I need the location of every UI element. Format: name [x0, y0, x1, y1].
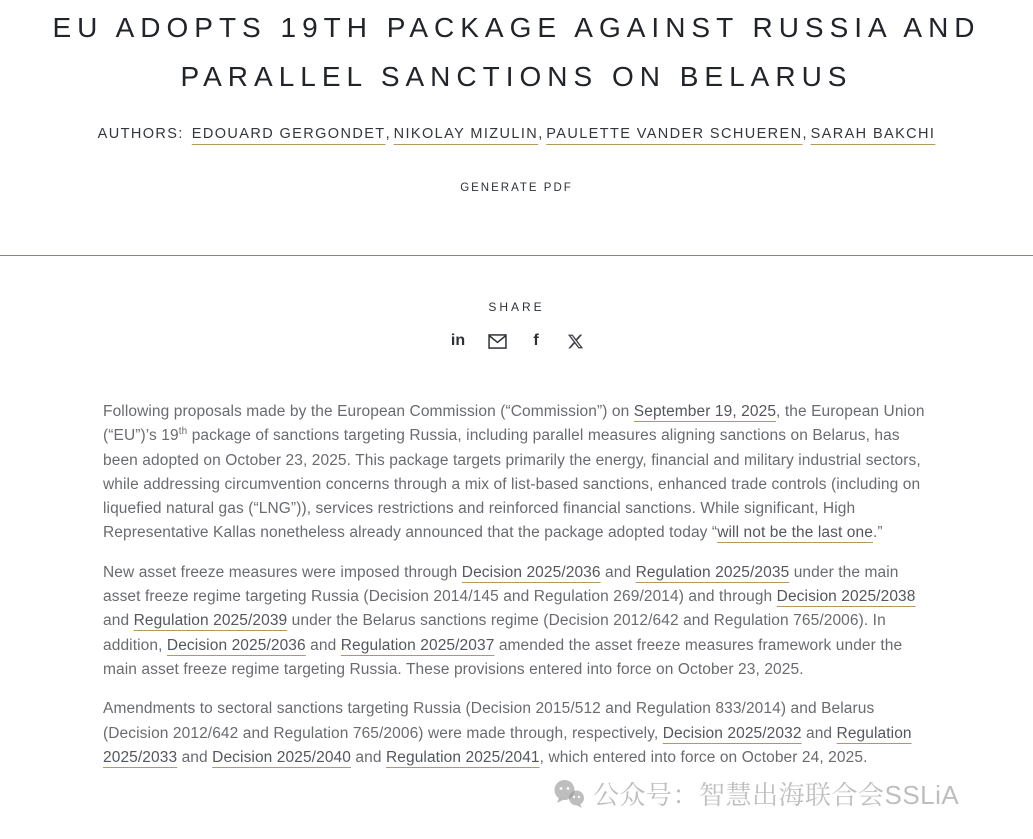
author-link[interactable]: EDOUARD GERGONDET	[191, 126, 386, 142]
inline-link[interactable]: Regulation 2025/2033	[103, 724, 912, 766]
text-run: amended the asset freeze measures framework under the main asset freeze regime targeting Russia. These provisions entered into force on October 23, 2025.	[103, 636, 903, 678]
inline-link[interactable]: Regulation 2025/2035	[635, 563, 790, 581]
paragraph	[103, 561, 930, 682]
inline-link[interactable]: Decision 2025/2038	[776, 588, 916, 606]
generate-pdf-row	[0, 182, 1033, 194]
linkedin-glyph: in	[450, 332, 466, 349]
inline-link[interactable]: will not be the last one	[717, 524, 873, 542]
x-icon[interactable]	[565, 331, 585, 351]
text-run: .”	[872, 524, 883, 542]
share-icons-row	[0, 331, 1033, 351]
page-title-line1: EU ADOPTS 19TH PACKAGE AGAINST RUSSIA AND	[52, 12, 981, 43]
author-link[interactable]: SARAH BAKCHI	[810, 126, 936, 142]
paragraph	[103, 697, 930, 770]
watermark-text: 公众号：智慧出海联合会SSLiA	[593, 780, 960, 810]
text-run: under the main asset freeze regime targeting Russia (Decision 2014/145 and Regulation 269/2014) and through	[103, 563, 899, 606]
authors-label: AUTHORS:	[97, 126, 184, 142]
generate-pdf-button[interactable]: GENERATE PDF	[460, 182, 573, 194]
text-run: and	[801, 724, 837, 742]
text-run: and	[305, 636, 341, 654]
envelope-glyph	[488, 334, 507, 349]
inline-link[interactable]: Regulation 2025/2041	[385, 748, 540, 766]
x-glyph	[567, 333, 584, 350]
text-run: and	[600, 563, 636, 581]
linkedin-icon[interactable]	[448, 331, 468, 351]
inline-link[interactable]: Decision 2025/2036	[461, 563, 601, 581]
page-title	[0, 0, 1033, 101]
text-run: Amendments to sectoral sanctions targeting Russia (Decision 2015/512 and Regulation 833/2014) and Belarus (Decision 2012/642 and Regulation 765/2006) were made through, respectively,	[103, 700, 875, 742]
page-title-line2: PARALLEL SANCTIONS ON BELARUS	[180, 61, 853, 92]
authors-list	[192, 126, 936, 142]
superscript: th	[178, 426, 188, 438]
share-label: SHARE	[488, 300, 545, 314]
section-divider	[0, 255, 1033, 256]
facebook-icon[interactable]	[526, 331, 546, 351]
facebook-glyph: f	[533, 332, 539, 349]
text-run: and	[103, 612, 134, 630]
email-icon[interactable]	[487, 331, 507, 351]
inline-link[interactable]: Decision 2025/2036	[166, 636, 306, 654]
inline-link[interactable]: Decision 2025/2040	[212, 748, 351, 766]
inline-link[interactable]: Regulation 2025/2039	[133, 612, 288, 630]
text-run: package of sanctions targeting Russia, including parallel measures aligning sanctions on Belarus, has been adopted on October 23, 2025. This package targets primarily the energy, financial and military industrial sectors, while addressing circumvention concerns through a mix of list-based sanctions, enhanced trade controls (including on liquefied natural gas (“LNG”)), services restrictions and reinforced financial sanctions. While significant, High Representative Kallas nonetheless already announced that the package adopted today “	[103, 427, 921, 542]
text-run: Following proposals made by the European Commission (“Commission”) on	[103, 403, 634, 420]
text-run: under the Belarus sanctions regime (Decision 2012/642 and Regulation 765/2006). In addition,	[103, 612, 886, 654]
wechat-icon	[552, 779, 586, 809]
author-separator: ,	[802, 126, 811, 142]
inline-link[interactable]: Decision 2025/2032	[662, 724, 802, 742]
text-run: , which entered into force on October 24, 2025.	[539, 748, 868, 766]
article-body	[103, 400, 930, 770]
author-link[interactable]: NIKOLAY MIZULIN	[393, 126, 539, 142]
paragraph	[103, 400, 930, 546]
text-run: and	[177, 748, 213, 766]
author-link[interactable]: PAULETTE VANDER SCHUEREN	[546, 126, 803, 142]
text-run: and	[350, 748, 386, 766]
inline-link[interactable]: Regulation 2025/2037	[340, 636, 495, 654]
author-separator: ,	[385, 126, 394, 142]
inline-link[interactable]: September 19, 2025	[633, 403, 777, 420]
watermark	[552, 775, 959, 812]
authors-line	[0, 126, 1033, 142]
share-section	[0, 300, 1033, 351]
text-run: , the European Union (“EU”)’s 19	[103, 403, 925, 445]
text-run: New asset freeze measures were imposed through	[103, 563, 462, 581]
author-separator: ,	[538, 126, 547, 142]
